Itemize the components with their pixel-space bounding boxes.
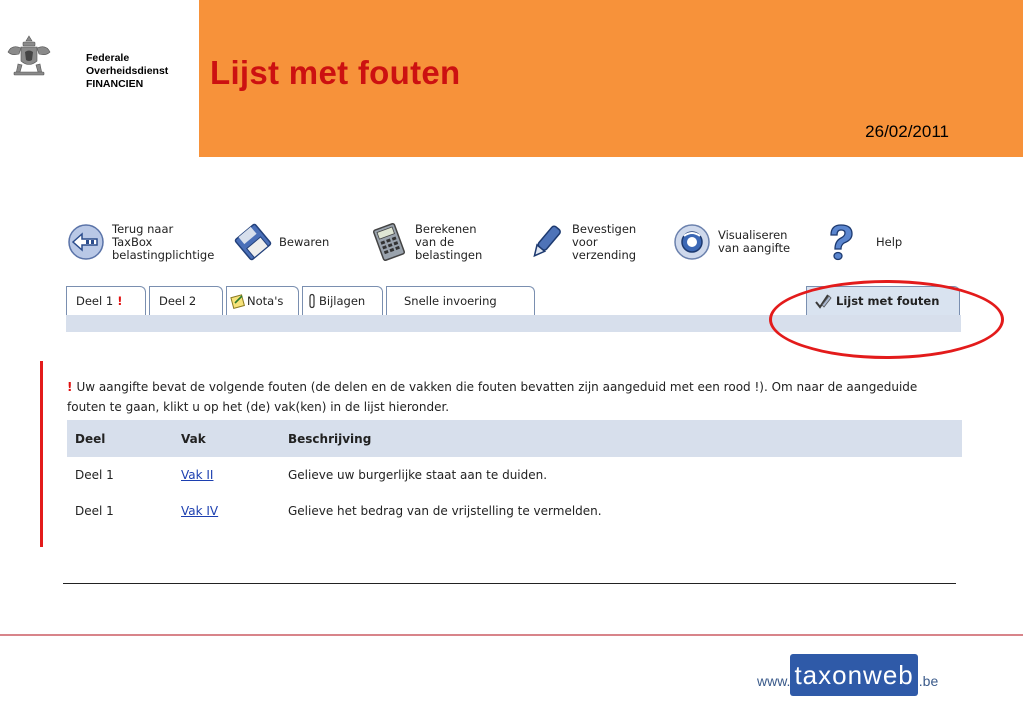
help-label (876, 236, 902, 249)
tab-label: Bijlagen (319, 294, 366, 308)
save-button[interactable] (233, 216, 329, 268)
tab-label: Nota's (247, 294, 284, 308)
save-label (279, 236, 329, 249)
back-label-line: belastingplichtige (112, 247, 215, 262)
cell-deel: Deel 1 (75, 504, 114, 518)
taxonweb-logo (757, 654, 938, 696)
table-header (67, 420, 962, 457)
errors-table (67, 420, 962, 529)
footer-divider (0, 634, 1023, 636)
help-button[interactable] (820, 216, 902, 268)
org-line-3: FINANCIEN (86, 78, 144, 90)
header-date: 26/02/2011 (865, 122, 949, 141)
tab-label: Lijst met fouten (836, 294, 940, 308)
header-banner (199, 0, 1023, 157)
error-flag: ! (67, 380, 73, 394)
logo-www: www. (757, 673, 791, 689)
error-flag: ! (117, 294, 123, 308)
confirm-for-sending-button[interactable] (526, 216, 636, 268)
back-label-line: Terug naar (112, 221, 174, 236)
tab-label: Snelle invoering (404, 294, 497, 308)
calculator-icon (369, 222, 409, 262)
header-logo-area (0, 0, 199, 157)
confirm-label-line: verzending (572, 247, 637, 262)
calculate-label-line: belastingen (415, 247, 483, 262)
back-label (112, 223, 214, 262)
confirm-label-line: Bevestigen (572, 221, 637, 236)
toolbar (66, 216, 966, 268)
calculate-label (415, 223, 482, 262)
cell-deel: Deel 1 (75, 468, 114, 482)
visualize-label-line: van aangifte (718, 241, 791, 255)
paperclip-icon (307, 293, 317, 309)
tab-lijst-met-fouten[interactable] (806, 286, 960, 315)
confirm-label (572, 223, 636, 262)
checkmark-pen-icon (814, 292, 832, 310)
tab-label: Deel 2 (159, 294, 197, 308)
logo-brand: taxonweb (790, 654, 917, 696)
back-to-taxbox-button[interactable] (66, 216, 214, 268)
page-title: Lijst met fouten (210, 54, 461, 91)
column-header-vak: Vak (181, 431, 206, 446)
calculate-label-line: van de (415, 234, 455, 249)
org-line-1: Federale (86, 52, 130, 64)
table-row (67, 457, 962, 493)
crest-icon (6, 34, 52, 76)
organization-name (86, 52, 168, 91)
calculate-label-line: Berekenen (415, 221, 477, 236)
calculate-taxes-button[interactable] (369, 216, 482, 268)
question-icon (820, 222, 860, 262)
help-label-line: Help (876, 234, 903, 249)
error-message (67, 377, 952, 417)
note-icon (230, 293, 246, 309)
save-label-line: Bewaren (279, 234, 330, 249)
highlight-bar (40, 361, 43, 547)
org-line-2: Overheidsdienst (86, 65, 169, 77)
floppy-disk-icon (233, 222, 273, 262)
confirm-label-line: voor (572, 234, 598, 249)
cell-description: Gelieve het bedrag van de vrijstelling te vermelden. (288, 504, 602, 518)
tab-bijlagen[interactable] (302, 286, 383, 315)
tab-deel-1[interactable] (66, 286, 146, 315)
tab-bar (66, 286, 961, 315)
pen-icon (526, 222, 566, 262)
tab-snelle-invoering[interactable] (386, 286, 535, 315)
tab-deel-2[interactable] (149, 286, 223, 315)
tab-notas[interactable] (226, 286, 299, 315)
tab-label: Deel 1 (76, 294, 114, 308)
visualize-label-line: Visualiseren (718, 228, 788, 242)
vak-link[interactable]: Vak IV (181, 504, 219, 518)
back-label-line: TaxBox (112, 234, 153, 249)
visualize-label (718, 229, 790, 255)
logo-tld: .be (918, 673, 939, 689)
divider-line (63, 583, 956, 584)
eye-icon (672, 222, 712, 262)
error-message-text: Uw aangifte bevat de volgende fouten (de delen en de vakken die fouten bevatten zijn aangeduid met een rood !). Om naar de aangeduide fouten te gaan, klikt u op het (de) vak(ken) in de lijst hieronder. (67, 380, 918, 414)
table-row (67, 493, 962, 529)
tab-content-strip (66, 315, 961, 332)
vak-link[interactable]: Vak II (181, 468, 214, 482)
cell-description: Gelieve uw burgerlijke staat aan te duiden. (288, 468, 548, 482)
column-header-deel: Deel (75, 431, 106, 446)
back-arrow-icon (66, 222, 106, 262)
column-header-beschrijving: Beschrijving (288, 431, 372, 446)
visualize-return-button[interactable] (672, 216, 790, 268)
